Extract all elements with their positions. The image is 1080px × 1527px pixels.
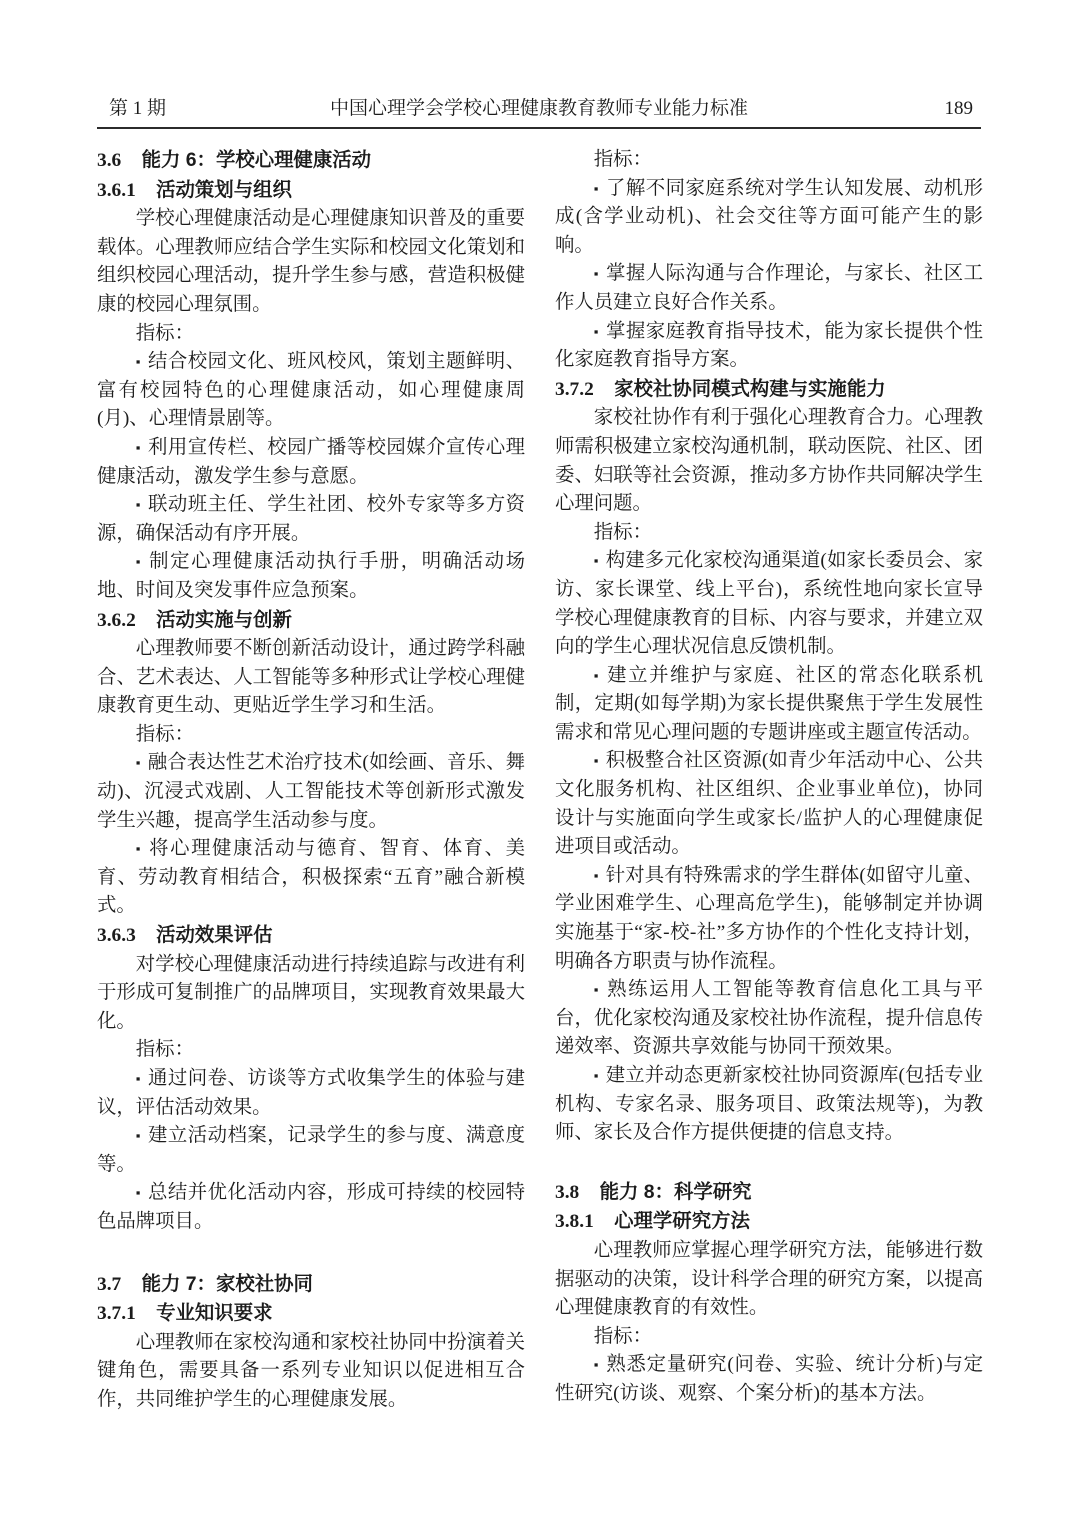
- heading-number: 3.6.1: [97, 179, 136, 201]
- paragraph: 对学校心理健康活动进行持续追踪与改进有利于形成可复制推广的品牌项目，实现教育效果最大化。: [97, 953, 525, 1032]
- journal-title: 中国心理学会学校心理健康教育教师专业能力标准: [329, 98, 748, 119]
- paragraph: 心理教师要不断创新活动设计，通过跨学科融合、艺术表达、人工智能等多种形式让学校心理健康教育更生动、更贴近学生学习和生活。: [97, 638, 525, 717]
- bullet-item: [555, 747, 983, 861]
- journal-issue: 第 1 期: [109, 98, 167, 119]
- heading-number: 3.7: [97, 1273, 122, 1295]
- subsection-heading: [97, 176, 525, 206]
- bullet-text: 熟练运用人工智能等教育信息化工具与平台，优化家校沟通及家校社协作流程，提升信息传递效率、资源共享效能与协同干预效果。: [555, 979, 983, 1058]
- bullet-text: 联动班主任、学生社团、校外专家等多方资源，确保活动有序开展。: [97, 494, 526, 544]
- heading-number: 3.6.3: [97, 925, 136, 947]
- indicators-label: 指标：: [593, 149, 652, 170]
- bullet-icon: ▪: [135, 841, 142, 857]
- paragraph: 心理教师在家校沟通和家校社协同中扮演着关键角色，需要具备一系列专业知识以促进相互合作，共同维护学生的心理健康发展。: [97, 1331, 525, 1410]
- bullet-text: 了解不同家庭系统对学生认知发展、动机形成(含学业动机)、社会交往等方面可能产生的影响。: [555, 177, 984, 256]
- bullet-icon: ▪: [593, 553, 599, 569]
- bullet-icon: ▪: [593, 266, 599, 282]
- bullet-item: [97, 1179, 525, 1236]
- bullet-text: 建立活动档案，记录学生的参与度、满意度等。: [97, 1125, 526, 1175]
- bullet-item: [97, 1065, 525, 1122]
- bullet-item: [97, 548, 525, 605]
- subsection-heading: [97, 921, 525, 951]
- bullet-text: 掌握家庭教育指导技术，能为家长提供个性化家庭教育指导方案。: [555, 320, 984, 371]
- bullet-icon: ▪: [593, 1357, 600, 1373]
- bullet-item: [555, 318, 983, 375]
- heading-number: 3.6.2: [97, 609, 136, 631]
- bullet-icon: ▪: [593, 667, 600, 683]
- indicators-label: 指标：: [593, 521, 652, 543]
- heading-title: 专业知识要求: [156, 1302, 273, 1325]
- bullet-text: 掌握人际沟通与合作理论，与家长、社区工作人员建立良好合作关系。: [555, 263, 984, 313]
- bullet-item: [555, 862, 983, 976]
- paragraph: 家校社协作有利于强化心理教育合力。心理教师需积极建立家校沟通机制，联动医院、社区、团委、妇联等社会资源，推动多方协作共同解决学生心理问题。: [555, 407, 983, 515]
- subsection-heading: [97, 606, 525, 636]
- left-column: [97, 146, 525, 1415]
- bullet-icon: ▪: [593, 1068, 599, 1083]
- heading-title: 活动实施与创新: [156, 608, 292, 631]
- heading-title: 家校社协同模式构建与实施能力: [614, 377, 886, 400]
- two-column-body: [97, 146, 983, 1415]
- indicators-label: 指标：: [135, 723, 194, 745]
- heading-title: 能力 8：科学研究: [599, 1180, 752, 1203]
- section-heading: [555, 1178, 983, 1208]
- bullet-text: 积极整合社区资源(如青少年活动中心、公共文化服务机构、社区组织、企业事业单位)，协同设计与实施面向学生或家长/监护人的心理健康促进项目或活动。: [555, 750, 984, 858]
- bullet-text: 针对具有特殊需求的学生群体(如留守儿童、学业困难学生、心理高危学生)，能够制定并协调实施基于“家-校-社”多方协作的个性化支持计划，明确各方职责与协作流程。: [555, 864, 984, 972]
- bullet-item: [97, 749, 525, 835]
- bullet-icon: ▪: [593, 867, 599, 883]
- bullet-text: 建立并维护与家庭、社区的常态化联系机制，定期(如每学期)为家长提供聚焦于学生发展性需求和常见心理问题的专题讲座或主题宣传活动。: [555, 664, 983, 743]
- bullet-icon: ▪: [135, 354, 141, 370]
- bullet-item: [555, 1351, 983, 1408]
- paragraph: 学校心理健康活动是心理健康知识普及的重要载体。心理教师应结合学生实际和校园文化策划和组织校园心理活动，提升学生参与感，营造积极健康的校园心理氛围。: [97, 208, 525, 315]
- bullet-text: 通过问卷、访谈等方式收集学生的体验与建议，评估活动效果。: [97, 1068, 526, 1118]
- bullet-icon: ▪: [135, 1128, 141, 1144]
- bullet-text: 制定心理健康活动执行手册，明确活动场地、时间及突发事件应急预案。: [97, 551, 525, 601]
- bullet-item: [555, 1062, 983, 1148]
- page-header: [97, 96, 981, 122]
- section-gap: [97, 1237, 525, 1270]
- bullet-item: [555, 175, 983, 261]
- bullet-text: 总结并优化活动内容，形成可持续的校园特色品牌项目。: [97, 1182, 526, 1232]
- paragraph: 心理教师应掌握心理学研究方法，能够进行数据驱动的决策，设计科学合理的研究方案，以提高心理健康教育的有效性。: [555, 1239, 983, 1319]
- bullet-item: [97, 1122, 525, 1179]
- right-column: [555, 146, 983, 1415]
- indicators-label: 指标：: [135, 1039, 194, 1061]
- heading-number: 3.6: [97, 150, 122, 171]
- heading-number: 3.7.2: [555, 378, 594, 400]
- bullet-text: 结合校园文化、班风校风，策划主题鲜明、富有校园特色的心理健康活动，如心理健康周(月)、心理情景剧等。: [97, 351, 526, 430]
- bullet-text: 利用宣传栏、校园广播等校园媒介宣传心理健康活动，激发学生参与意愿。: [97, 436, 526, 487]
- bullet-icon: ▪: [135, 554, 142, 570]
- bullet-text: 熟悉定量研究(问卷、实验、统计分析)与定性研究(访谈、观察、个案分析)的基本方法。: [555, 1354, 983, 1404]
- section-heading: [97, 1270, 525, 1300]
- indicators-label: 指标：: [135, 322, 194, 344]
- bullet-icon: ▪: [593, 323, 599, 339]
- heading-title: 能力 6：学校心理健康活动: [141, 149, 372, 171]
- bullet-icon: ▪: [135, 1071, 141, 1086]
- subsection-heading: [555, 375, 983, 405]
- section-gap: [555, 1148, 983, 1178]
- heading-number: 3.8.1: [555, 1211, 594, 1233]
- bullet-text: 建立并动态更新家校社协同资源库(包括专业机构、专家名录、服务项目、政策法规等)，为教师、家长及合作方提供便捷的信息支持。: [555, 1065, 984, 1144]
- heading-number: 3.7.1: [97, 1303, 136, 1325]
- bullet-item: [97, 434, 525, 491]
- bullet-icon: ▪: [593, 753, 599, 769]
- bullet-item: [555, 662, 983, 748]
- indicators-label: 指标：: [593, 1325, 652, 1347]
- bullet-item: [97, 835, 525, 921]
- heading-number: 3.8: [555, 1181, 580, 1203]
- bullet-text: 融合表达性艺术治疗技术(如绘画、音乐、舞动)、沉浸式戏剧、人工智能技术等创新形式激发学生兴趣，提高学生活动参与度。: [97, 752, 526, 831]
- bullet-icon: ▪: [135, 1185, 141, 1201]
- bullet-item: [97, 348, 525, 434]
- bullet-item: [555, 547, 983, 661]
- subsection-heading: [555, 1207, 983, 1237]
- heading-title: 活动效果评估: [156, 924, 273, 947]
- bullet-icon: ▪: [593, 982, 600, 998]
- bullet-icon: ▪: [593, 180, 599, 196]
- heading-title: 心理学研究方法: [614, 1210, 750, 1233]
- bullet-icon: ▪: [135, 497, 141, 513]
- header-rule: [97, 127, 981, 129]
- heading-title: 能力 7：家校社协同: [141, 1272, 313, 1295]
- bullet-item: [555, 976, 983, 1062]
- section-heading: [97, 146, 525, 176]
- subsection-heading: [97, 1299, 525, 1329]
- heading-title: 活动策划与组织: [156, 178, 292, 201]
- bullet-item: [555, 260, 983, 317]
- bullet-text: 将心理健康活动与德育、智育、体育、美育、劳动教育相结合，积极探索“五育”融合新模式。: [97, 838, 525, 917]
- page-number: 189: [944, 98, 973, 119]
- bullet-text: 构建多元化家校沟通渠道(如家长委员会、家访、家长课堂、线上平台)，系统性地向家长宣导学校心理健康教育的目标、内容与要求，并建立双向的学生心理状况信息反馈机制。: [555, 550, 984, 658]
- bullet-item: [97, 491, 525, 548]
- bullet-icon: ▪: [135, 439, 141, 455]
- bullet-icon: ▪: [135, 755, 141, 771]
